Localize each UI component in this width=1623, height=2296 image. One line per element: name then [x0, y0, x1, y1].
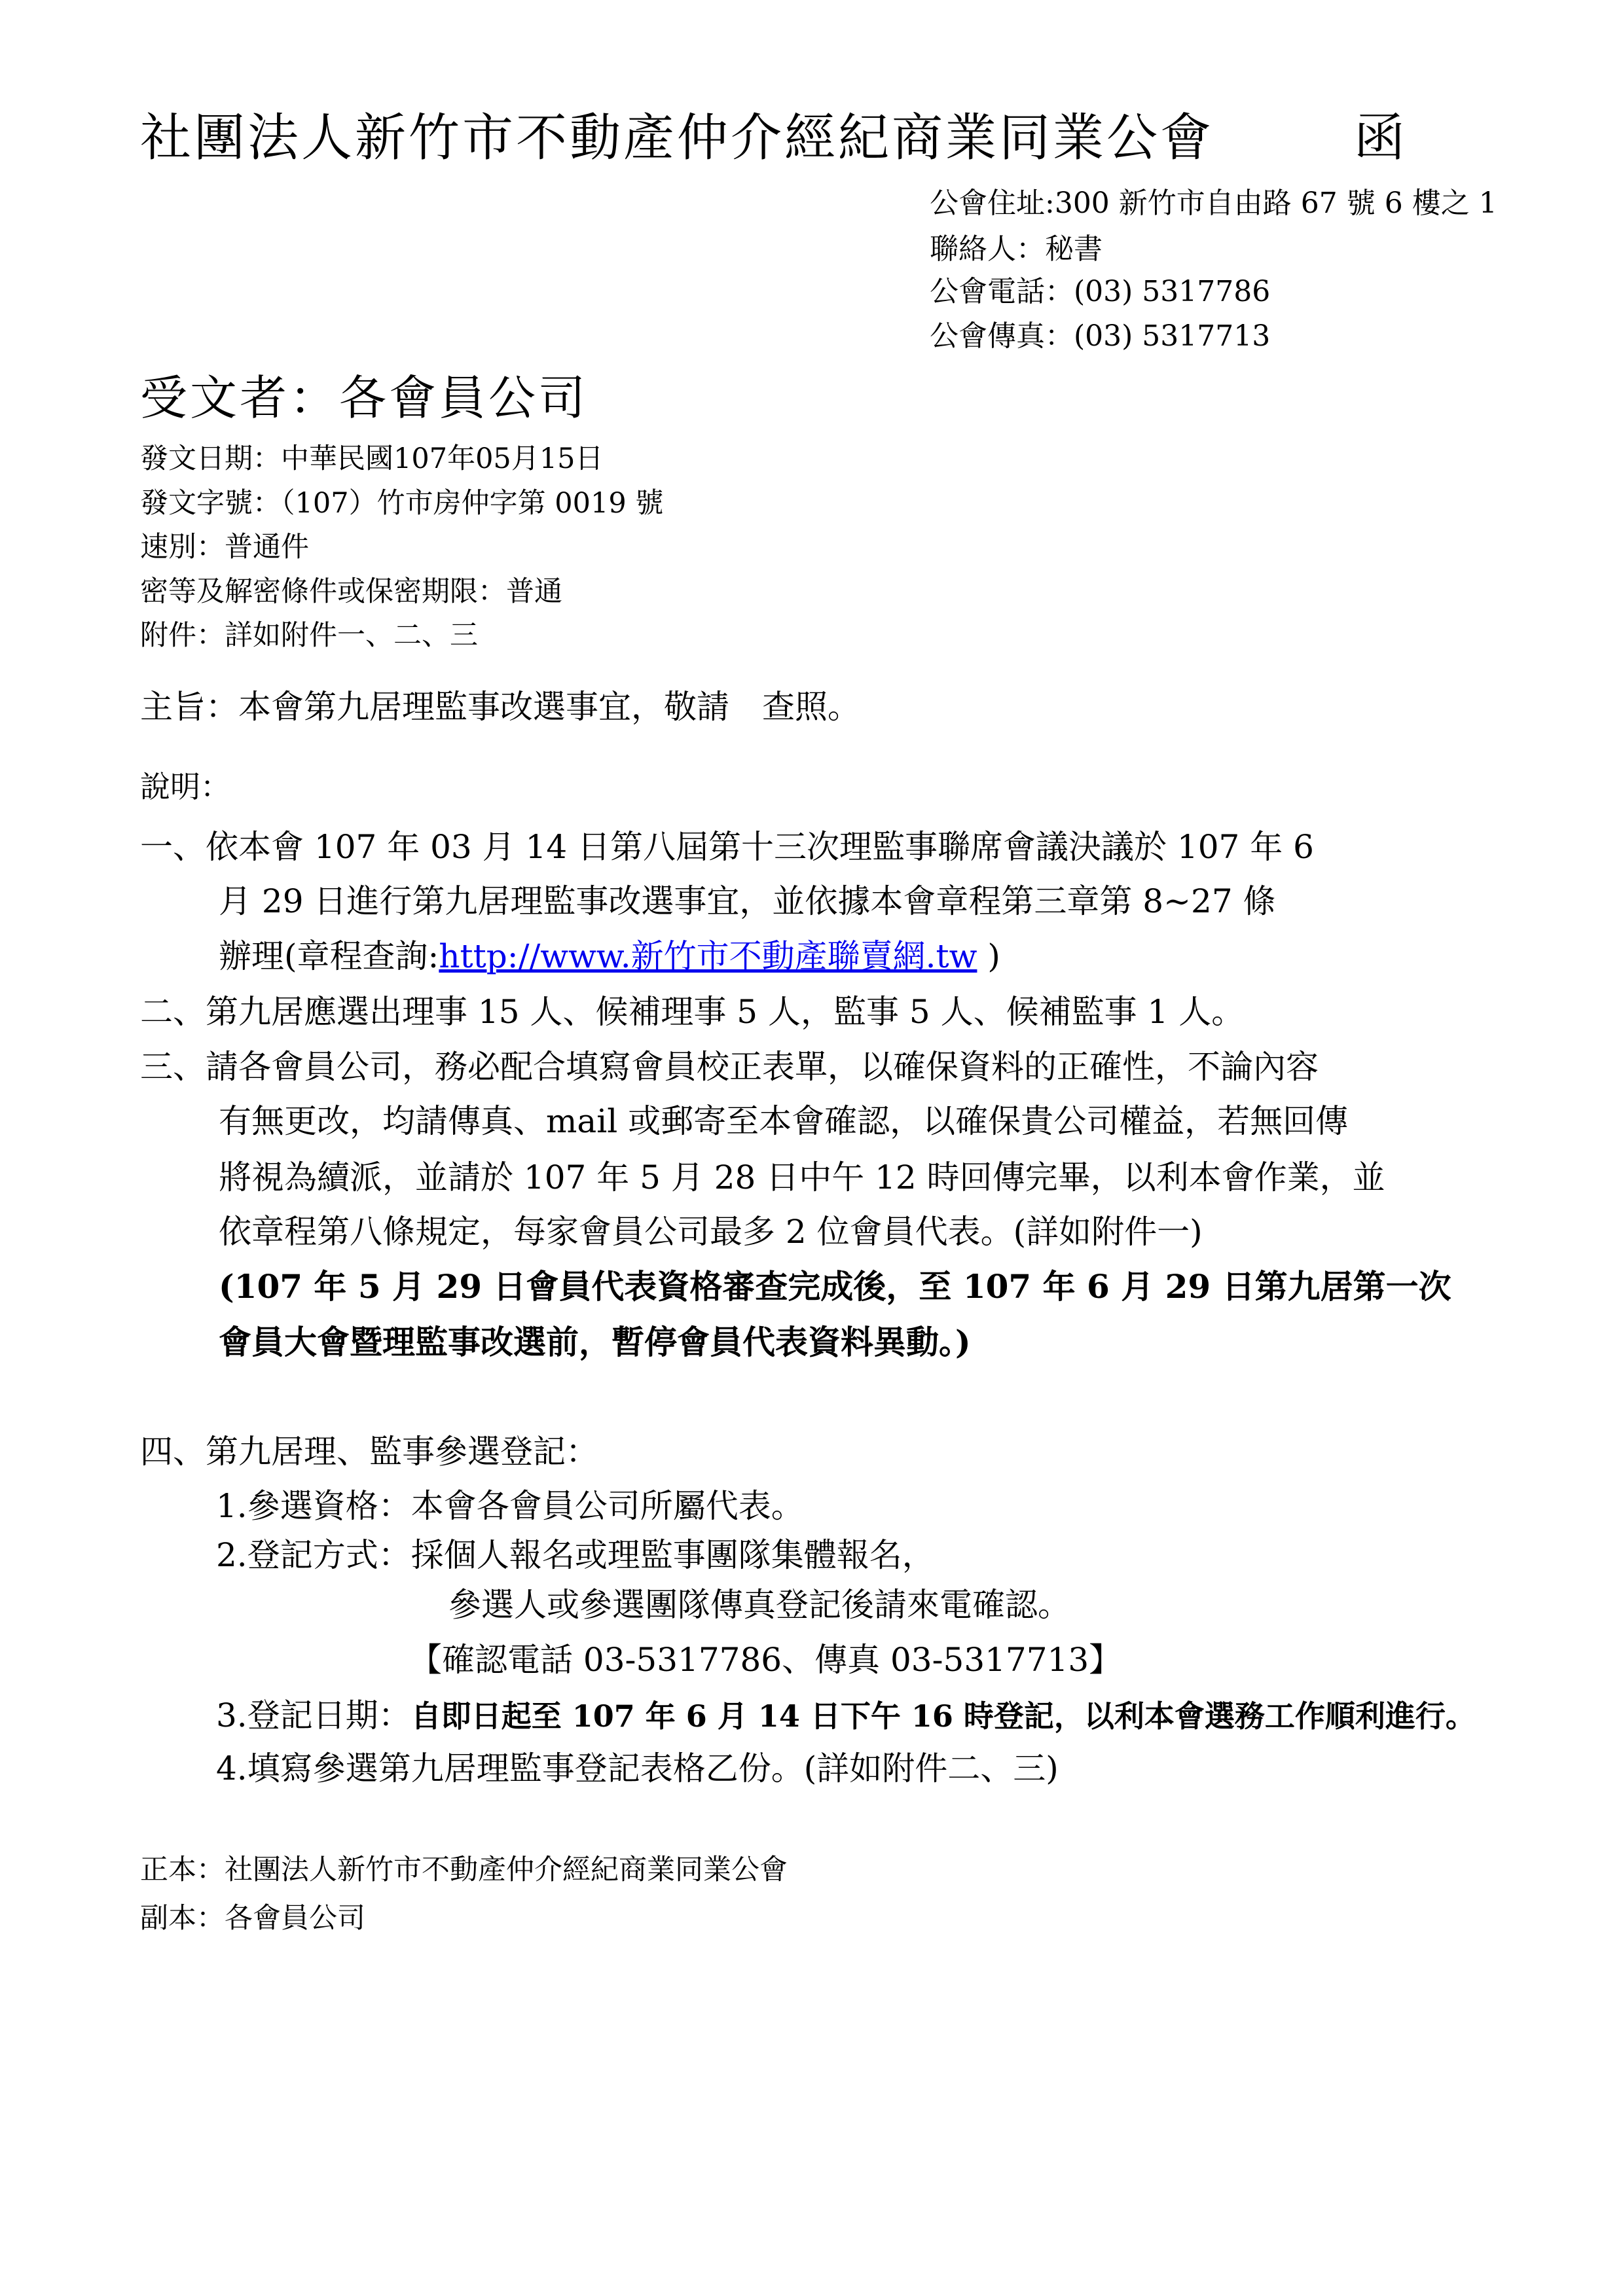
item-four-2c: 【確認電話 03-5317786、傳真 03-5317713】 [409, 1641, 1122, 1679]
item-three-line2: 有無更改，均請傳真、mail 或郵寄至本會確認，以確保貴公司權益，若無回傳 [219, 1102, 1349, 1140]
recipient: 受文者：各會員公司 [140, 370, 589, 425]
contact: 聯絡人：秘書 [930, 232, 1103, 266]
item-three-line4: 依章程第八條規定，每家會員公司最多 2 位會員代表。(詳如附件一) [219, 1213, 1203, 1251]
item-one-line3-post: ) [977, 937, 1000, 975]
item-four-4: 4.填寫參選第九居理監事登記表格乙份。(詳如附件二、三) [216, 1749, 1059, 1787]
item-four-3-label: 3.登記日期： [216, 1696, 411, 1734]
address: 公會住址:300 新竹市自由路 67 號 6 樓之 1 [930, 187, 1497, 220]
attachments: 附件：詳如附件一、二、三 [140, 619, 478, 652]
issue-number: 發文字號：（107）竹市房仲字第 0019 號 [140, 487, 664, 520]
org-title: 社團法人新竹市不動產仲介經紀商業同業公會 [140, 109, 1214, 168]
explain-label: 說明： [140, 769, 230, 804]
issue-date: 發文日期：中華民國107年05月15日 [140, 442, 604, 475]
secrecy: 密等及解密條件或保密期限：普通 [140, 575, 562, 608]
doc-type: 函 [1354, 109, 1406, 168]
item-four-2a: 2.登記方式：採個人報名或理監事團隊集體報名， [216, 1536, 935, 1574]
item-three-bold1: (107 年 5 月 29 日會員代表資格審查完成後，至 107 年 6 月 29 日第九居第一次 [219, 1267, 1451, 1306]
item-one-line3 [219, 937, 1000, 975]
item-four-3 [216, 1696, 1476, 1734]
item-four-3-date: 自即日起至 107 年 6 月 14 日下午 16 時登記，以利本會選務工作順利進行。 [410, 1698, 1476, 1734]
charter-link[interactable]: http://www.新竹市不動產聯賣網.tw [439, 937, 977, 975]
item-two: 二、第九居應選出理事 15 人、候補理事 5 人，監事 5 人、候補監事 1 人。 [140, 993, 1245, 1031]
item-three-line1: 三、請各會員公司，務必配合填寫會員校正表單，以確保資料的正確性，不論內容 [140, 1048, 1319, 1086]
fax: 公會傳真：(03) 5317713 [930, 319, 1271, 353]
item-three-line3: 將視為續派，並請於 107 年 5 月 28 日中午 12 時回傳完畢，以利本會作業，並 [219, 1158, 1385, 1196]
item-three-bold2: 會員大會暨理監事改選前，暫停會員代表資料異動。) [219, 1323, 971, 1361]
copy-recipient: 副本：各會員公司 [140, 1902, 365, 1935]
original-recipient: 正本：社團法人新竹市不動產仲介經紀商業同業公會 [140, 1854, 788, 1886]
item-one-line1: 一、依本會 107 年 03 月 14 日第八屆第十三次理監事聯席會議決議於 107 年 6 [140, 828, 1314, 866]
item-one-line2: 月 29 日進行第九居理監事改選事宜，並依據本會章程第三章第 8~27 條 [219, 882, 1276, 920]
item-four: 四、第九居理、監事參選登記： [140, 1433, 598, 1471]
phone: 公會電話：(03) 5317786 [930, 275, 1271, 308]
item-four-1: 1.參選資格：本會各會員公司所屬代表。 [216, 1487, 804, 1525]
item-one-line3-pre: 辦理(章程查詢: [219, 937, 439, 975]
subject: 主旨：本會第九居理監事改選事宜，敬請 查照。 [140, 688, 860, 726]
speed: 速別：普通件 [140, 531, 309, 564]
item-four-2b: 參選人或參選團隊傳真登記後請來電確認。 [448, 1586, 1070, 1624]
